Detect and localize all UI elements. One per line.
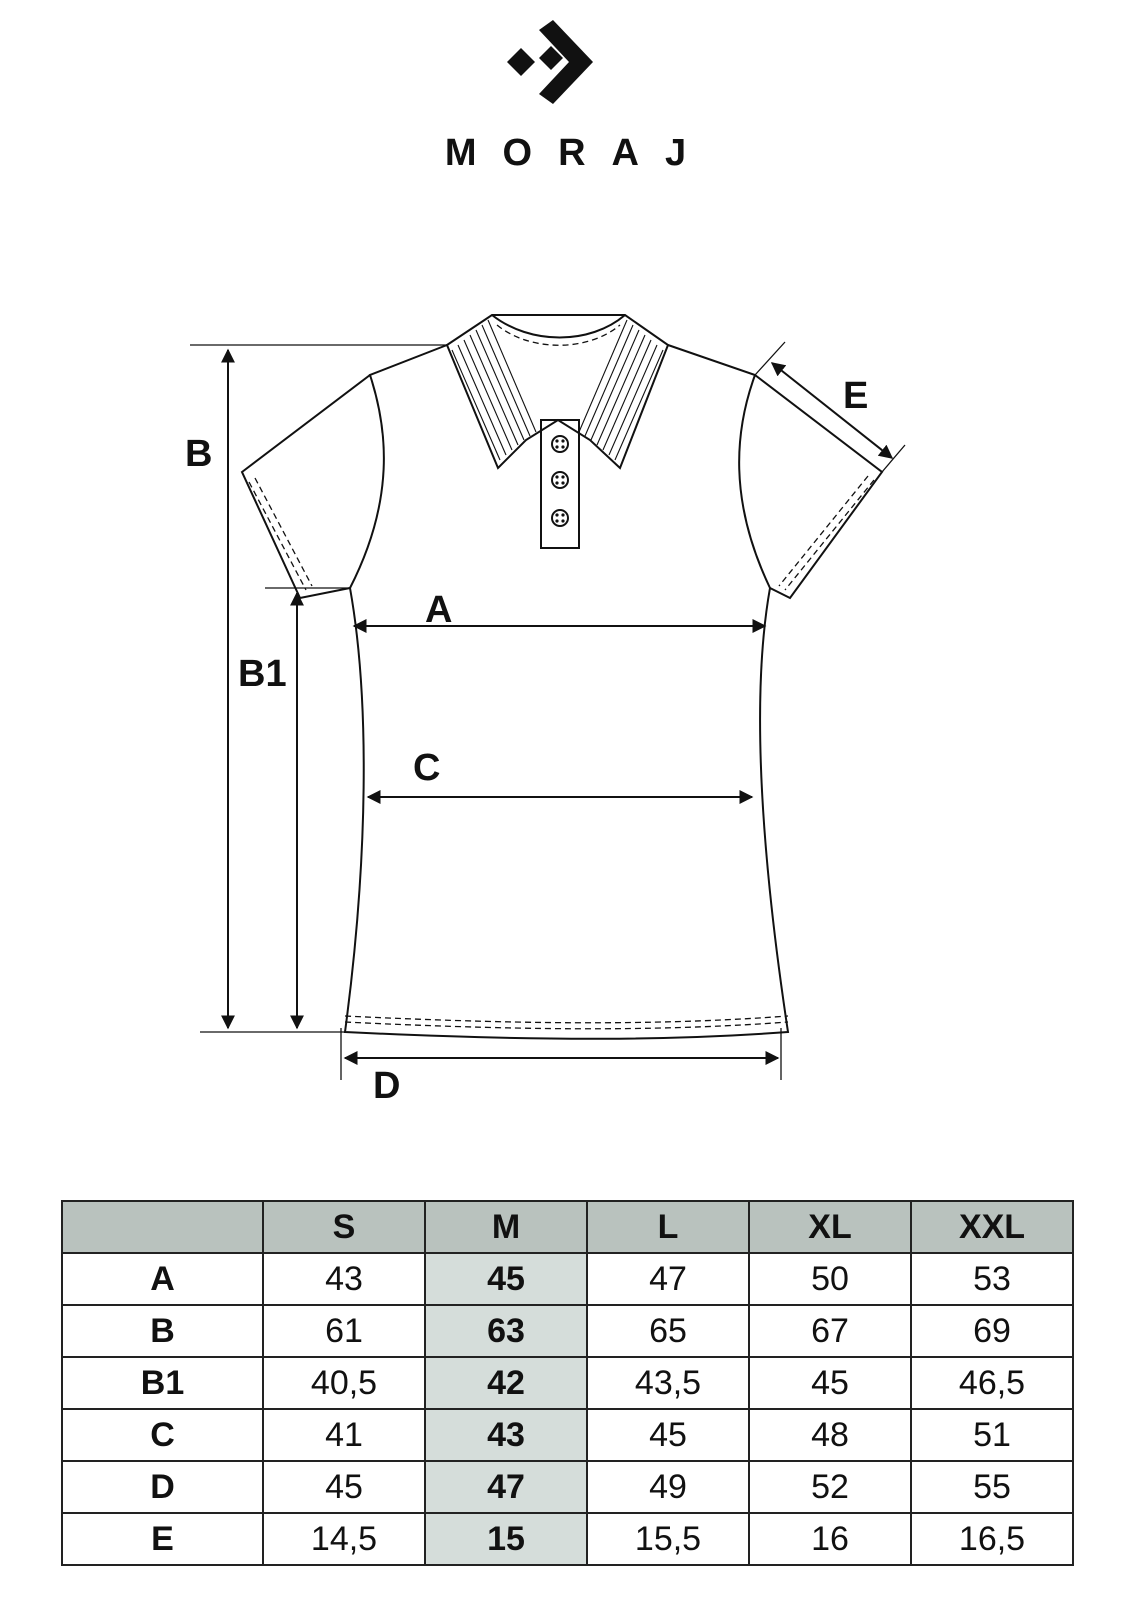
size-header-cell: L	[587, 1201, 749, 1253]
measurement-value: 50	[749, 1253, 911, 1305]
measurement-value: 45	[263, 1461, 425, 1513]
placket	[541, 420, 579, 548]
measurement-value: 47	[425, 1461, 587, 1513]
left-sleeve-outline	[242, 375, 370, 598]
dimension-label-d: D	[373, 1065, 401, 1107]
measurement-value: 14,5	[263, 1513, 425, 1565]
measurement-value: 48	[749, 1409, 911, 1461]
table-row	[62, 1461, 1073, 1513]
size-header-cell: XL	[749, 1201, 911, 1253]
table-row	[62, 1409, 1073, 1461]
measurement-value: 15,5	[587, 1513, 749, 1565]
measurement-value: 65	[587, 1305, 749, 1357]
measurement-value: 15	[425, 1513, 587, 1565]
size-header-cell: XXL	[911, 1201, 1073, 1253]
measurement-label: C	[62, 1409, 263, 1461]
measurement-value: 40,5	[263, 1357, 425, 1409]
measurement-value: 45	[425, 1253, 587, 1305]
measurement-value: 45	[749, 1357, 911, 1409]
measurement-value: 45	[587, 1409, 749, 1461]
size-header-row	[62, 1201, 1073, 1253]
measurement-value: 16	[749, 1513, 911, 1565]
measurement-value: 51	[911, 1409, 1073, 1461]
measurement-value: 55	[911, 1461, 1073, 1513]
measurement-label: D	[62, 1461, 263, 1513]
measurement-label: B1	[62, 1357, 263, 1409]
dimension-label-b: B	[185, 433, 213, 475]
measurement-value: 41	[263, 1409, 425, 1461]
dimension-label-a: A	[425, 589, 453, 631]
measurement-value: 46,5	[911, 1357, 1073, 1409]
size-table	[61, 1200, 1074, 1566]
size-header-cell: S	[263, 1201, 425, 1253]
measurement-label: E	[62, 1513, 263, 1565]
measurement-value: 43,5	[587, 1357, 749, 1409]
button-icon	[552, 472, 568, 488]
measurement-value: 53	[911, 1253, 1073, 1305]
measurement-value: 47	[587, 1253, 749, 1305]
measurement-value: 61	[263, 1305, 425, 1357]
dimension-label-c: C	[413, 747, 441, 789]
measurement-value: 52	[749, 1461, 911, 1513]
table-row	[62, 1513, 1073, 1565]
dimension-e-arrow	[772, 363, 892, 458]
dimension-label-e: E	[843, 375, 869, 417]
measurement-value: 43	[425, 1409, 587, 1461]
table-row	[62, 1305, 1073, 1357]
size-header-cell: M	[425, 1201, 587, 1253]
brand-name: MORAJ	[444, 132, 713, 174]
button-icon	[552, 510, 568, 526]
measurement-value: 49	[587, 1461, 749, 1513]
measurement-value: 63	[425, 1305, 587, 1357]
measurement-value: 42	[425, 1357, 587, 1409]
measurement-label: A	[62, 1253, 263, 1305]
measurement-value: 67	[749, 1305, 911, 1357]
button-icon	[552, 436, 568, 452]
table-row	[62, 1357, 1073, 1409]
table-row	[62, 1253, 1073, 1305]
table-corner-cell	[62, 1201, 263, 1253]
measurement-value: 16,5	[911, 1513, 1073, 1565]
measurement-value: 69	[911, 1305, 1073, 1357]
dimension-label-b1: B1	[238, 653, 287, 695]
measurement-label: B	[62, 1305, 263, 1357]
measurement-value: 43	[263, 1253, 425, 1305]
